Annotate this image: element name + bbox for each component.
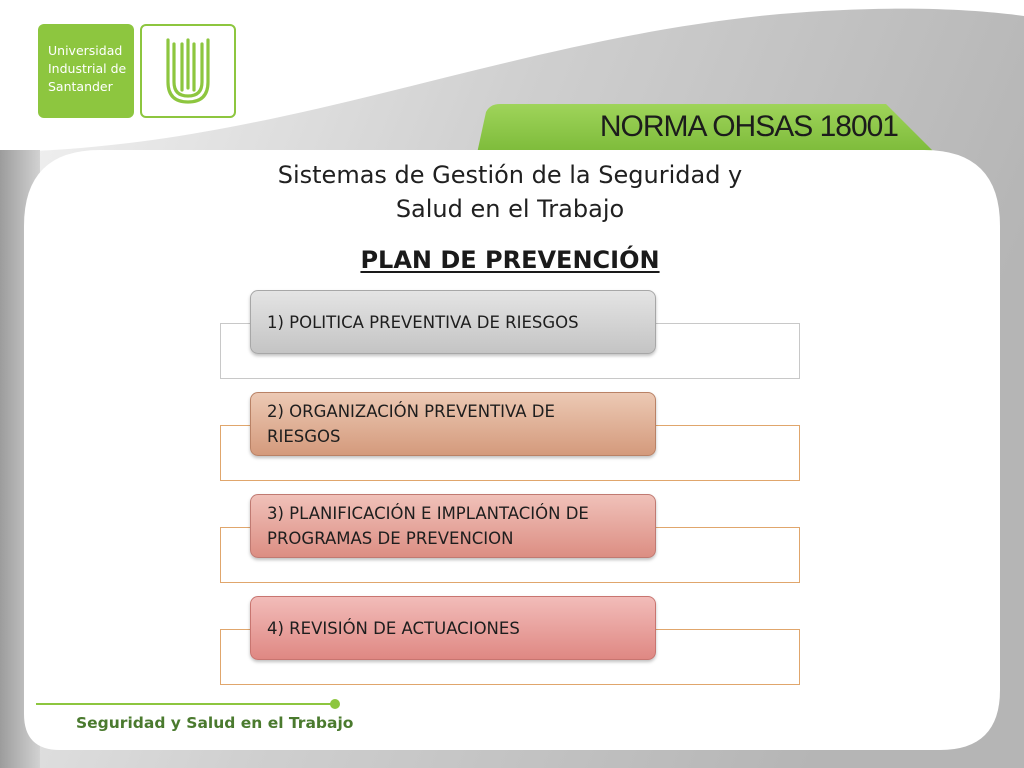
- logo-line-1: Universidad: [48, 43, 123, 58]
- section-title-text: PLAN DE PREVENCIÓN: [360, 246, 660, 274]
- banner-title: NORMA OHSAS 18001: [599, 110, 898, 143]
- footer-text: Seguridad y Salud en el Trabajo: [76, 714, 354, 732]
- step-4-box: [250, 596, 656, 660]
- section-title: [200, 246, 820, 274]
- slide-subtitle: [200, 158, 820, 226]
- step-2-label-line-2: RIESGOS: [267, 427, 341, 446]
- step-1-box: [250, 290, 656, 354]
- step-2-box: [250, 392, 656, 456]
- step-3-label-line-2: PROGRAMAS DE PREVENCION: [267, 529, 514, 548]
- step-3-label-line-1: 3) PLANIFICACIÓN E IMPLANTACIÓN DE: [267, 504, 589, 523]
- step-2-label-line-1: 2) ORGANIZACIÓN PREVENTIVA DE: [267, 402, 555, 421]
- logo-line-3: Santander: [48, 79, 113, 94]
- subtitle-line-1: Sistemas de Gestión de la Seguridad y: [277, 161, 743, 189]
- uis-seal: [140, 24, 236, 118]
- university-logo: [38, 24, 134, 118]
- logo-line-2: Industrial de: [48, 61, 127, 76]
- subtitle-line-2: Salud en el Trabajo: [395, 195, 625, 223]
- step-3-box: [250, 494, 656, 558]
- uis-seal-icon: [142, 26, 234, 116]
- step-4-label: 4) REVISIÓN DE ACTUACIONES: [267, 618, 520, 638]
- step-1-label: 1) POLITICA PREVENTIVA DE RIESGOS: [267, 312, 579, 332]
